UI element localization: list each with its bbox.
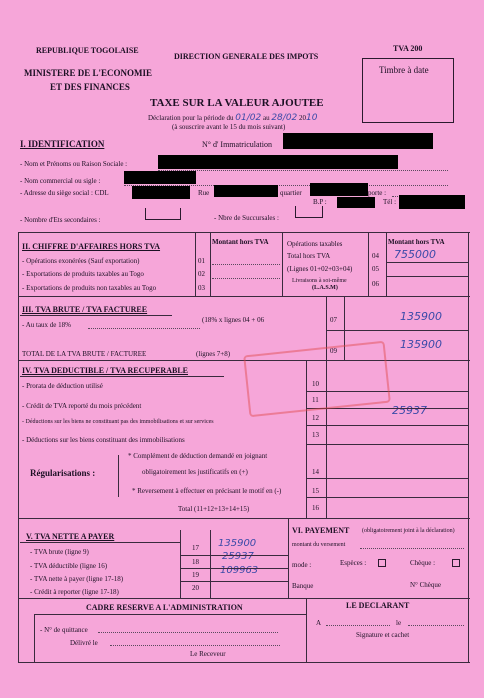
especes-label: Espèces : [340, 559, 367, 567]
banque-label: Banque [292, 582, 314, 590]
quittance-label: - N° de quittance [40, 626, 88, 634]
immatriculation-label: N° d' Immatriculation [202, 140, 272, 149]
s2-total-ht-value: 755000 [394, 248, 436, 261]
s2-col-montant-right: Montant hors TVA [388, 238, 445, 246]
no-cheque-label: N° Chèque [410, 581, 441, 589]
s2-right-row-sub: (L.A.S.M) [312, 285, 338, 291]
s3-total-formula: (lignes 7+8) [196, 350, 231, 358]
s4-num15: 15 [312, 487, 319, 495]
s4-line [306, 425, 468, 426]
s4-num14: 14 [312, 468, 319, 476]
redacted-immatriculation [283, 133, 433, 149]
s3-value7: 135900 [400, 310, 442, 323]
s4-row-num: 13 [312, 431, 319, 439]
s4-line [306, 444, 468, 445]
redacted-rue [214, 185, 278, 197]
especes-checkbox[interactable] [378, 559, 386, 567]
etablissements-label: - Nombre d'Ets secondaires : [20, 216, 101, 224]
montant-label: montant du versement [292, 542, 346, 548]
s2-right-num: 06 [372, 280, 379, 288]
cheque-checkbox[interactable] [452, 559, 460, 567]
regularisations-label: Régularisations : [30, 468, 96, 478]
s5-row-num: 20 [192, 584, 199, 592]
name-label: - Nom et Prénoms ou Raison Sociale : [20, 160, 128, 168]
s3-line [88, 328, 200, 329]
s5-line [180, 568, 288, 569]
succursales-box [295, 206, 323, 218]
s2-right-num: 05 [372, 265, 379, 273]
quittance-line [98, 632, 278, 633]
declarant-le: le [396, 619, 402, 627]
s4-row-label: - Déductions sur les biens constituant des immobilisations [22, 436, 185, 444]
s4-num16: 16 [312, 504, 319, 512]
section3-heading: III. TVA BRUTE / TVA FACTUREE [22, 305, 148, 314]
s5-row-label: - TVA nette à payer (ligne 17-18) [30, 575, 124, 583]
s2-right-row: Livraisons à soi-même [292, 278, 347, 284]
s2-right-line [386, 276, 468, 277]
s5-row-label: - TVA brute (ligne 9) [30, 548, 89, 556]
s2-right-row: (Lignes 01+02+03+04) [287, 265, 353, 273]
montant-line [360, 548, 464, 549]
redacted-commercial [124, 171, 196, 184]
bp-label: B.P : [313, 198, 327, 206]
s2-line [212, 264, 280, 265]
stamp-box [362, 58, 454, 123]
section2-heading: II. CHIFFRE D'AFFAIRES HORS TVA [22, 242, 161, 251]
redacted-quartier [310, 183, 368, 196]
bottom-sep [306, 598, 307, 662]
succursales-label: - Nbre de Succursales : [214, 214, 279, 222]
s5-col-sep [288, 518, 289, 598]
s4-total: Total (11+12+13+14+15) [178, 505, 250, 513]
s5-row-num: 17 [192, 544, 199, 552]
rue-label: Rue [198, 189, 210, 197]
admin-left-border [34, 614, 35, 662]
section5-heading: V. TVA NETTE A PAYER [26, 532, 115, 541]
tel-label: Tél : [383, 198, 397, 206]
ministry-line2: ET DES FINANCES [50, 82, 130, 92]
s5-top [18, 518, 470, 519]
commercial-label: - Nom commercial ou sigle : [20, 177, 101, 185]
frame-bottom [18, 662, 470, 663]
s3-top [18, 296, 470, 297]
s5-line [180, 581, 288, 582]
s4-reversement: * Reversement à effectuer en précisant le motif en (-) [132, 487, 282, 495]
admin-heading: CADRE RESERVE A L'ADMINISTRATION [86, 603, 243, 612]
s3-total-label: TOTAL DE LA TVA BRUTE / FACTUREE [22, 350, 147, 358]
s5-value18: 25937 [222, 551, 254, 562]
stamp-box-label: Timbre à date [379, 65, 429, 75]
s5-col-b [210, 530, 211, 598]
s4-line [306, 478, 468, 479]
bottom-top [18, 598, 470, 599]
s2-right-num: 04 [372, 252, 379, 260]
s2-row-num: 02 [198, 270, 205, 278]
s3-mid [326, 330, 468, 331]
redacted-tel [399, 195, 465, 209]
delivre-label: Délivré le [70, 639, 98, 647]
section4-heading: IV. TVA DEDUCTIBLE / TVA RECUPERABLE [22, 366, 188, 375]
s4-value12: 25937 [392, 404, 427, 417]
redacted-bp [337, 197, 375, 208]
s2-col-b [210, 232, 211, 296]
s3-num9: 09 [330, 347, 337, 355]
s5-value17: 135900 [218, 538, 257, 549]
s4-complement1: * Complément de déduction demandé en joignant [128, 452, 268, 460]
s4-row-num: 10 [312, 380, 319, 388]
s2-col-montant-left: Montant hors TVA [212, 238, 269, 246]
mode-label: mode : [292, 561, 312, 569]
period-from: 01/02 [235, 113, 262, 123]
declarant-le-line [408, 625, 464, 626]
s3-num7: 07 [330, 316, 337, 324]
s5-value19: 109963 [220, 565, 259, 576]
period-mid: au [262, 114, 270, 122]
s2-right-row: Total hors TVA [287, 252, 331, 260]
redacted-name [158, 155, 398, 169]
s3-formula: (18% x lignes 04 + 06 [202, 316, 265, 324]
s4-brace [118, 455, 119, 497]
s4-row-num: 11 [312, 396, 319, 404]
ministry-line1: MINISTERE DE L'ECONOMIE [24, 68, 153, 78]
s5-row-num: 19 [192, 571, 199, 579]
period-to: 28/02 [271, 113, 298, 123]
frame-top [18, 232, 470, 233]
rubber-stamp [243, 341, 391, 418]
s3-value9: 135900 [400, 338, 442, 351]
s5-col-a [180, 530, 181, 598]
period-line [148, 113, 317, 123]
country-name: REPUBLIQUE TOGOLAISE [36, 46, 139, 55]
s2-row-label: - Exportations de produits non taxables au Togo [22, 284, 157, 292]
identification-heading: I. IDENTIFICATION [20, 139, 105, 149]
s2-right-line [386, 262, 468, 263]
etablissements-box [145, 208, 181, 220]
cheque-label: Chèque : [410, 559, 436, 567]
name-line [158, 170, 448, 171]
s4-row-label: - Crédit de TVA reporté du mois précédent [22, 402, 142, 410]
address-label: - Adresse du siège social : CDL [20, 189, 109, 197]
s2-row-num: 03 [198, 284, 205, 292]
porte-label: porte : [368, 189, 387, 197]
form-code: TVA 200 [393, 44, 423, 53]
s2-line [212, 278, 280, 279]
s3-rate-label: - Au taux de 18% [22, 321, 71, 329]
s4-row-label: - Prorata de déduction utilisé [22, 382, 103, 390]
period-year: 10 [306, 113, 318, 123]
s2-col-a [195, 232, 196, 296]
s4-complement2: obligatoirement les justificatifs en (+) [142, 468, 248, 476]
s5-line [180, 555, 288, 556]
s3-heading-line [20, 315, 172, 316]
s5-row-label: - Crédit à reporter (ligne 17-18) [30, 588, 119, 596]
s5-row-label: - TVA déductible (ligne 16) [30, 562, 108, 570]
admin-heading-line [34, 614, 306, 615]
s4-row-label: - Déductions sur les biens ne constituant pas des immobilisations et sur services [22, 419, 214, 425]
s5-heading-line [20, 542, 180, 543]
s2-row-label: - Exportations de produits taxables au Togo [22, 270, 144, 278]
section6-title: VI. PAYEMENT [292, 526, 350, 535]
s2-row-num: 01 [198, 257, 205, 265]
redacted-cdl [132, 186, 190, 199]
declarant-a: A [316, 619, 322, 627]
s5-row-num: 18 [192, 558, 199, 566]
s4-heading-line [20, 376, 224, 377]
s4-row-num: 12 [312, 414, 319, 422]
s2-right-header: Opérations taxables [287, 240, 343, 248]
period-year-prefix: 20 [299, 114, 307, 122]
s2-row-label: - Opérations exonérées (Sauf exportation) [22, 257, 140, 265]
form-title: TAXE SUR LA VALEUR AJOUTEE [150, 97, 324, 109]
declarant-signature: Signature et cachet [356, 631, 410, 639]
s2-col-c [282, 232, 283, 296]
s2-col-e [386, 232, 387, 296]
period-prefix: Déclaration pour la période du [148, 114, 234, 122]
section6-note: (obligatoirement joint à la déclaration) [362, 528, 455, 534]
quartier-label: quartier [280, 189, 302, 197]
s2-col-d [368, 232, 369, 296]
declarant-heading: LE DECLARANT [346, 601, 410, 610]
section6-heading [292, 526, 349, 535]
direction-name: DIRECTION GENERALE DES IMPOTS [174, 52, 319, 61]
declarant-a-line [326, 625, 390, 626]
receveur-label: Le Receveur [190, 650, 226, 658]
s4-line [306, 497, 468, 498]
delivre-line [110, 645, 280, 646]
period-note: (à souscrire avant le 15 du mois suivant) [172, 123, 286, 131]
